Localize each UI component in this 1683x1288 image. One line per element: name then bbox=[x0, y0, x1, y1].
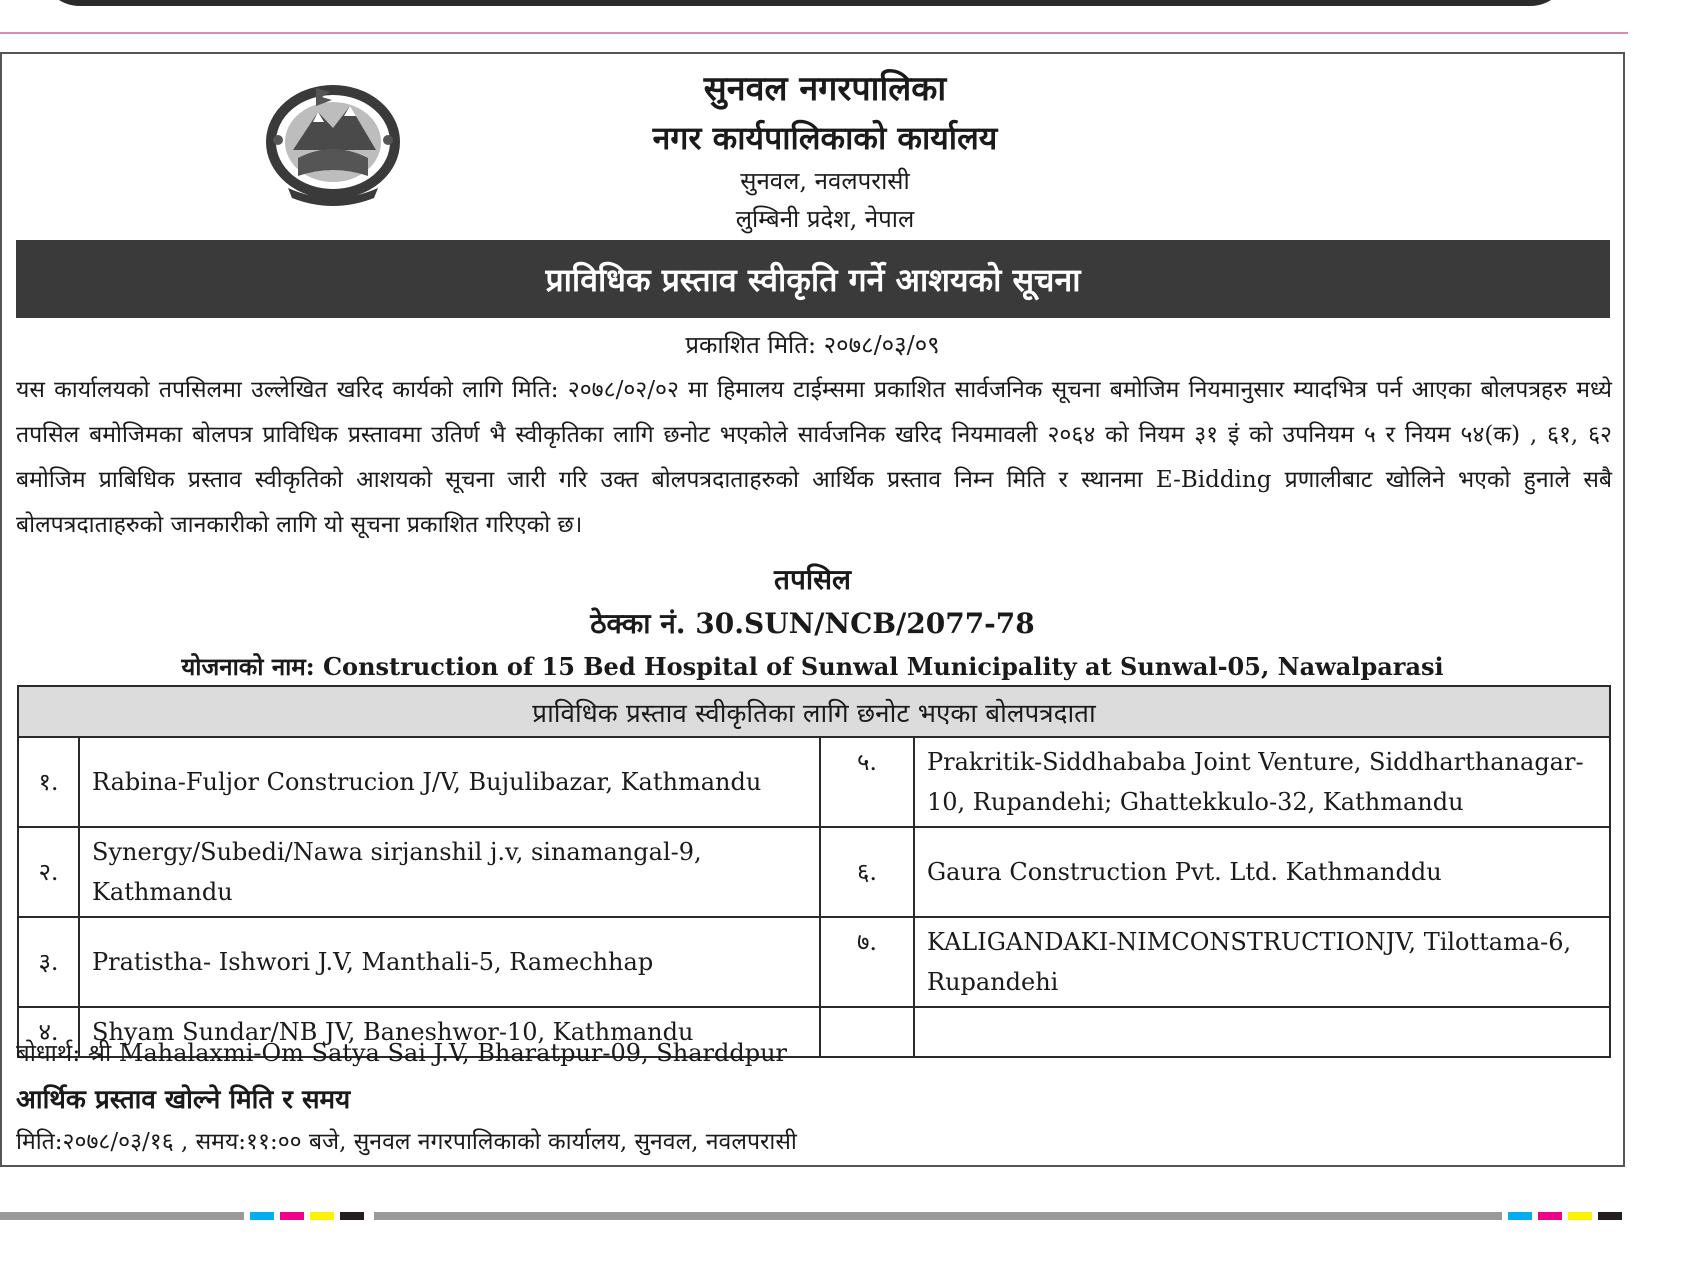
project-line bbox=[0, 650, 1625, 683]
contract-number: ठेक्का नं. 30.SUN/NCB/2077-78 bbox=[590, 607, 1035, 640]
opening-title: आर्थिक प्रस्ताव खोल्ने मिति र समय bbox=[16, 1085, 351, 1115]
bidder-name: Pratistha- Ishwori J.V, Manthali-5, Ramechhap bbox=[79, 917, 820, 1007]
table-row bbox=[18, 737, 1610, 827]
published-date: प्रकाशित मिति: २०७८/०३/०९ bbox=[685, 331, 940, 359]
notice-body: यस कार्यालयको तपसिलमा उल्लेखित खरिद कार्यको लागि मिति: २०७८/०२/०२ मा हिमालय टाईम्समा प्रकाशित सार्वजनिक सूचना बमोजिम नियमानुसार म्यादभित्र पर्न आएका बोलपत्रहरु मध्ये तपसिल बमोजिमका बोलपत्र प्राविधिक प्रस्तावमा उतिर्ण भै स्वीकृतिका लागि छनोट भएकोले सार्वजनिक खरिद नियमावली २०६४ को नियम ३१ इं को उपनियम ५ र नियम ५४(क) , ६१, ६२ बमोजिम प्राबिधिक प्रस्ताव स्वीकृतिको आशयको सूचना जारी गरि उक्त बोलपत्रदाताहरुको आर्थिक प्रस्ताव निम्न मिति र स्थानमा E-Bidding प्रणालीबाट खोलिने भएको हुनाले सबै बोलपत्रदाताहरुको जानकारीको लागि यो सूचना प्रकाशित गरिएको छ। bbox=[16, 377, 1612, 538]
project-name: Construction of 15 Bed Hospital of Sunwal Municipality at Sunwal-05, Nawalparasi bbox=[322, 652, 1444, 681]
pink-rule bbox=[0, 32, 1628, 34]
cc-line: बोधार्थ: श्री Mahalaxmi-Om Satya Sai J.V, Bharatpur-09, Sharddpur bbox=[16, 1039, 788, 1067]
bidder-number: ७. bbox=[820, 917, 914, 1007]
cyan-swatch bbox=[1508, 1212, 1532, 1220]
address-line-2: लुम्बिनी प्रदेश, नेपाल bbox=[735, 205, 915, 233]
bidders-table bbox=[17, 685, 1611, 1058]
bidder-name bbox=[914, 1007, 1610, 1057]
bidder-name: Shyam Sundar/NB JV, Baneshwor-10, Kathmandu bbox=[79, 1007, 820, 1057]
bidder-name: Prakritik-Siddhababa Joint Venture, Siddharthanagar-10, Rupandehi; Ghattekkulo-32, Kathmandu bbox=[914, 737, 1610, 827]
top-decorative-bar bbox=[40, 0, 1570, 6]
office-name: नगर कार्यपालिकाको कार्यालय bbox=[652, 119, 998, 157]
bidder-number: १. bbox=[18, 737, 79, 827]
magenta-swatch bbox=[280, 1212, 304, 1220]
details-heading: तपसिल bbox=[773, 563, 852, 596]
bottom-rule-left bbox=[0, 1212, 244, 1220]
bottom-rule-middle bbox=[374, 1212, 1502, 1220]
yellow-swatch bbox=[310, 1212, 334, 1220]
municipality-name: सुनवल नगरपालिका bbox=[703, 69, 947, 109]
address-line-1: सुनवल, नवलपरासी bbox=[740, 167, 910, 195]
cyan-swatch bbox=[250, 1212, 274, 1220]
bidder-number bbox=[820, 1007, 914, 1057]
bidder-number: ३. bbox=[18, 917, 79, 1007]
bidder-name: Rabina-Fuljor Construcion J/V, Bujulibazar, Kathmandu bbox=[79, 737, 820, 827]
nepal-emblem-icon bbox=[258, 80, 408, 210]
table-row bbox=[18, 917, 1610, 1007]
bidder-name: Gaura Construction Pvt. Ltd. Kathmanddu bbox=[914, 827, 1610, 917]
project-label: योजनाको नाम: bbox=[181, 652, 315, 681]
magenta-swatch bbox=[1538, 1212, 1562, 1220]
bidder-number: ५. bbox=[820, 737, 914, 827]
yellow-swatch bbox=[1568, 1212, 1592, 1220]
bidder-number: २. bbox=[18, 827, 79, 917]
bidder-name: Synergy/Subedi/Nawa sirjanshil j.v, sinamangal-9, Kathmandu bbox=[79, 827, 820, 917]
black-swatch bbox=[340, 1212, 364, 1220]
table-row bbox=[18, 827, 1610, 917]
bidder-number: ४. bbox=[18, 1007, 79, 1057]
black-swatch bbox=[1598, 1212, 1622, 1220]
opening-detail: मिति:२०७८/०३/१६ , समय:११:०० बजे, सुनवल नगरपालिकाको कार्यालय, सुनवल, नवलपरासी bbox=[16, 1129, 797, 1155]
bidder-name: KALIGANDAKI-NIMCONSTRUCTIONJV, Tilottama-6, Rupandehi bbox=[914, 917, 1610, 1007]
notice-banner: प्राविधिक प्रस्ताव स्वीकृति गर्ने आशयको सूचना bbox=[16, 240, 1610, 318]
table-header: प्राविधिक प्रस्ताव स्वीकृतिका लागि छनोट भएका बोलपत्रदाता bbox=[18, 686, 1610, 737]
bidder-number: ६. bbox=[820, 827, 914, 917]
